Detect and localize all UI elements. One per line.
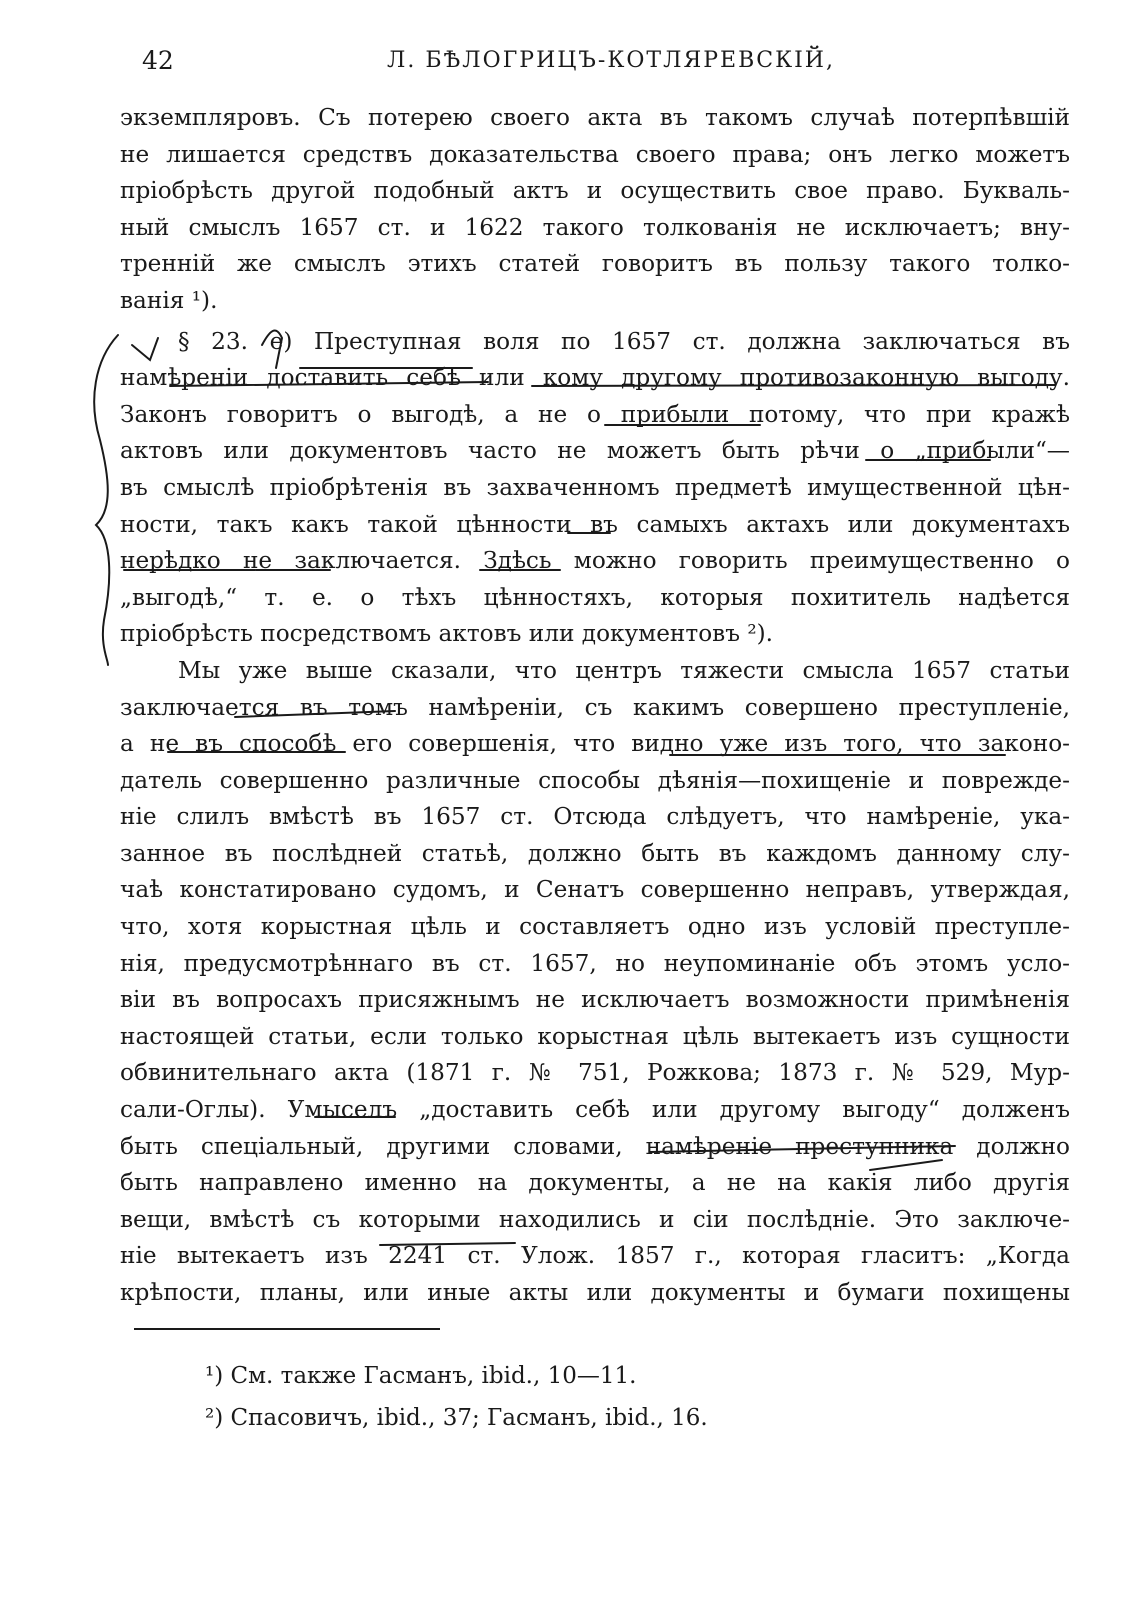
page-header [142, 40, 1080, 80]
text-line: крѣпости, планы, или иные акты или документы и бумаги похищены [120, 1279, 1070, 1306]
footnote-2: ²) Спасовичъ, ibid., 37; Гасманъ, ibid., 16. [205, 1405, 708, 1431]
text-line: въ смыслѣ пріобрѣтенія въ захваченномъ предметѣ имущественной цѣн- [120, 473, 1070, 501]
text-line: ніе слилъ вмѣстѣ въ 1657 ст. Отсюда слѣдуетъ, что намѣреніе, ука- [120, 803, 1070, 831]
text-line: Законъ говоритъ о выгодѣ, а не о прибыли потому, что при кражѣ [120, 400, 1070, 428]
text-line: ніе вытекаетъ изъ 2241 ст. Улож. 1857 г., которая гласитъ: „Когда [120, 1242, 1070, 1270]
text-line: быть спеціальный, другими словами, намѣреніе преступника должно [120, 1132, 1070, 1160]
running-head: Л. БѢЛОГРИЦЪ-КОТЛЯРЕВСКІЙ, [387, 47, 835, 73]
text-line: не лишается средствъ доказательства своего права; онъ легко можетъ [120, 140, 1070, 168]
text-line: чаѣ констатировано судомъ, и Сенатъ совершенно неправъ, утверждая, [120, 876, 1070, 904]
text-line: заключается въ томъ намѣреніи, съ какимъ совершено преступленіе, [120, 693, 1070, 721]
text-line: занное въ послѣдней статьѣ, должно быть въ каждомъ данному слу- [120, 839, 1070, 867]
footnote-1: ¹) См. также Гасманъ, ibid., 10—11. [205, 1363, 637, 1389]
text-line: § 23. е) Преступная воля по 1657 ст. должна заключаться въ [178, 327, 1070, 355]
text-line: сали-Оглы). Умыселъ „доставить себѣ или другому выгоду“ долженъ [120, 1096, 1070, 1124]
text-line: „выгодѣ,“ т. е. о тѣхъ цѣнностяхъ, которыя похититель надѣется [120, 583, 1070, 611]
text-line: намѣреніи доставить себѣ или кому другому противозаконную выгоду. [120, 364, 1070, 392]
text-line: ванія ¹). [120, 286, 218, 314]
text-line: актовъ или документовъ часто не можетъ быть рѣчи о „прибыли“— [120, 437, 1070, 465]
text-line: пріобрѣсть посредствомъ актовъ или документовъ ²). [120, 620, 774, 648]
text-line: вещи, вмѣстѣ съ которыми находились и сіи послѣдніе. Это заключе- [120, 1205, 1070, 1233]
page-number: 42 [142, 45, 174, 75]
text-line: экземпляровъ. Съ потерею своего акта въ такомъ случаѣ потерпѣвшій [120, 104, 1070, 131]
text-line: быть направлено именно на документы, а не на какія либо другія [120, 1169, 1070, 1197]
footnotes [205, 1355, 905, 1439]
text-line: віи въ вопросахъ присяжнымъ не исключаетъ возможности примѣненія [120, 986, 1070, 1014]
text-line: а не въ способѣ его совершенія, что видно уже изъ того, что законо- [120, 730, 1070, 758]
body-text [120, 100, 1070, 1312]
text-line: обвинительнаго акта (1871 г. № 751, Рожкова; 1873 г. № 529, Мур- [120, 1059, 1070, 1087]
text-line: датель совершенно различные способы дѣянія—похищеніе и поврежде- [120, 766, 1070, 794]
text-line: настоящей статьи, если только корыстная цѣль вытекаетъ изъ сущности [120, 1022, 1070, 1050]
margin-brace-mark [94, 335, 118, 665]
footnote-rule [134, 1328, 440, 1330]
text-line: пріобрѣсть другой подобный актъ и осуществить свое право. Букваль- [120, 177, 1070, 205]
text-line: ный смыслъ 1657 ст. и 1622 такого толкованія не исключаетъ; вну- [120, 213, 1070, 241]
text-line: тренній же смыслъ этихъ статей говоритъ въ пользу такого толко- [120, 250, 1070, 278]
text-line: нія, предусмотрѣннаго въ ст. 1657, но неупоминаніе объ этомъ усло- [120, 949, 1070, 977]
text-line: что, хотя корыстная цѣль и составляетъ одно изъ условій преступле- [120, 913, 1070, 941]
text-line: ности, такъ какъ такой цѣнности въ самыхъ актахъ или документахъ [120, 510, 1070, 538]
text-line: нерѣдко не заключается. Здѣсь можно говорить преимущественно о [120, 547, 1070, 575]
text-line: Мы уже выше сказали, что центръ тяжести смысла 1657 статьи [178, 656, 1070, 684]
